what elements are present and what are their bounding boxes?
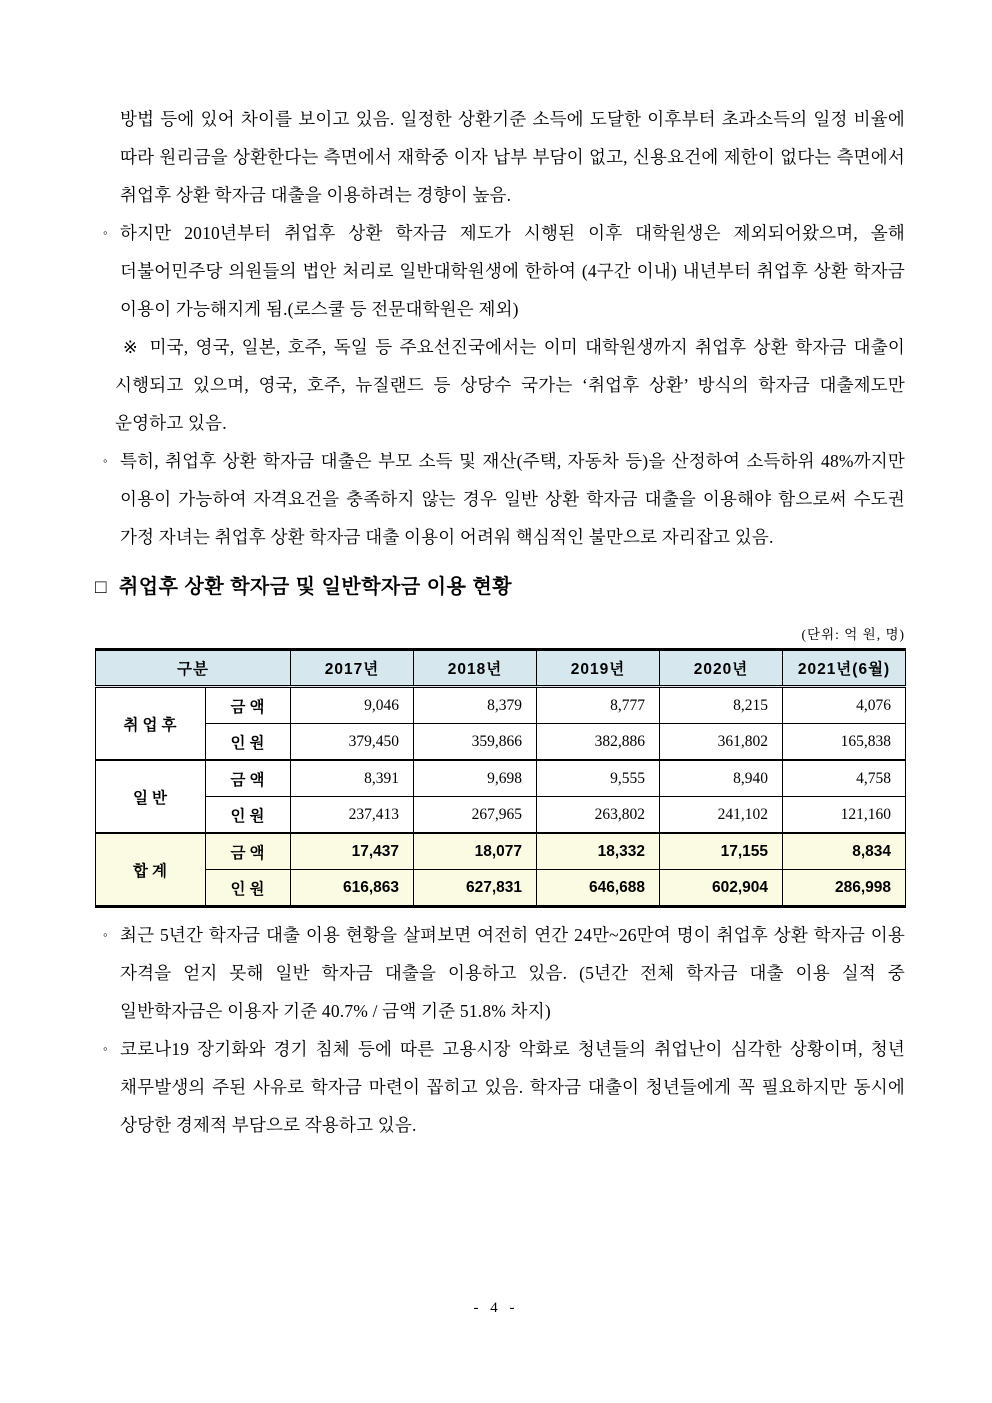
row-group-label: 일반 <box>96 760 206 833</box>
row-label: 인원 <box>206 797 291 834</box>
table-cell: 8,391 <box>291 760 414 797</box>
table-total-row <box>96 833 906 870</box>
table-row <box>96 760 906 797</box>
table-cell: 379,450 <box>291 724 414 761</box>
table-cell: 602,904 <box>660 870 783 907</box>
note-text: 미국, 영국, 일본, 호주, 독일 등 주요선진국에서는 이미 대학원생까지 취업후 상환 학자금 대출이 시행되고 있으며, 영국, 호주, 뉴질랜드 등 상당수 국가는 ‘취업후 상환’ 방식의 학자금 대출제도만 운영하고 있음. <box>115 337 905 433</box>
row-group-label: 합계 <box>96 833 206 907</box>
row-label: 인원 <box>206 724 291 761</box>
column-header-year: 2018년 <box>414 650 537 687</box>
table-cell: 8,379 <box>414 687 537 724</box>
table-cell: 627,831 <box>414 870 537 907</box>
table-cell: 18,077 <box>414 833 537 870</box>
table-row <box>96 797 906 834</box>
column-header-year: 2017년 <box>291 650 414 687</box>
table-cell: 8,834 <box>783 833 906 870</box>
table-cell: 646,688 <box>537 870 660 907</box>
bullet-paragraph <box>95 214 905 328</box>
section-heading <box>95 572 905 603</box>
reference-mark-icon: ※ <box>123 337 141 357</box>
table-cell: 17,437 <box>291 833 414 870</box>
page-number: - 4 - <box>473 1300 519 1316</box>
row-label: 금액 <box>206 760 291 797</box>
table-cell: 165,838 <box>783 724 906 761</box>
paragraph-text: 최근 5년간 학자금 대출 이용 현황을 살펴보면 여전히 연간 24만~26만여 명이 취업후 상환 학자금 이용 자격을 얻지 못해 일반 학자금 대출을 이용하고 있음. (5년간 전체 학자금 대출 이용 실적 중 일반학자금은 이용자 기준 40.7% / 금액 기준 51.8% 차지) <box>120 925 905 1021</box>
bullet-paragraph <box>95 1030 905 1144</box>
column-header-year: 2019년 <box>537 650 660 687</box>
bullet-paragraph <box>95 916 905 1030</box>
row-label: 인원 <box>206 870 291 907</box>
circle-bullet-icon: ◦ <box>103 225 108 240</box>
circle-bullet-icon: ◦ <box>103 927 108 942</box>
table-row <box>96 724 906 761</box>
table-cell: 359,866 <box>414 724 537 761</box>
post-table-paragraphs <box>95 916 905 1144</box>
reference-note <box>95 328 905 442</box>
row-group-label: 취업후 <box>96 687 206 761</box>
table-cell: 4,076 <box>783 687 906 724</box>
row-label: 금액 <box>206 687 291 724</box>
bullet-paragraph <box>95 442 905 556</box>
table-cell: 616,863 <box>291 870 414 907</box>
section-heading-text: 취업후 상환 학자금 및 일반학자금 이용 현황 <box>118 576 513 598</box>
table-cell: 9,555 <box>537 760 660 797</box>
table-cell: 121,160 <box>783 797 906 834</box>
table-cell: 8,777 <box>537 687 660 724</box>
table-cell: 237,413 <box>291 797 414 834</box>
table-cell: 267,965 <box>414 797 537 834</box>
table-cell: 9,046 <box>291 687 414 724</box>
table-cell: 382,886 <box>537 724 660 761</box>
column-header-year: 2020년 <box>660 650 783 687</box>
table-cell: 263,802 <box>537 797 660 834</box>
table-total-row <box>96 870 906 907</box>
table-unit-note: (단위: 억 원, 명) <box>801 627 905 642</box>
row-label: 금액 <box>206 833 291 870</box>
table-row <box>96 687 906 724</box>
table-cell: 18,332 <box>537 833 660 870</box>
paragraph-text: 방법 등에 있어 차이를 보이고 있음. 일정한 상환기준 소득에 도달한 이후부터 초과소득의 일정 비율에 따라 원리금을 상환한다는 측면에서 재학중 이자 납부 부담이 없고, 신용요건에 제한이 없다는 측면에서 취업후 상환 학자금 대출을 이용하려는 경향이 높음. <box>120 109 905 205</box>
circle-bullet-icon: ◦ <box>103 1041 108 1056</box>
circle-bullet-icon: ◦ <box>103 453 108 468</box>
page-content <box>95 0 905 1144</box>
square-bullet-icon: □ <box>95 577 107 598</box>
table-cell: 361,802 <box>660 724 783 761</box>
table-cell: 241,102 <box>660 797 783 834</box>
paragraph-continuation <box>95 100 905 214</box>
paragraph-text: 코로나19 장기화와 경기 침체 등에 따른 고용시장 악화로 청년들의 취업난이 심각한 상황이며, 청년 채무발생의 주된 사유로 학자금 마련이 꼽히고 있음. 학자금 대출이 청년들에게 꼭 필요하지만 동시에 상당한 경제적 부담으로 작용하고 있음. <box>120 1039 905 1135</box>
table-header-row <box>96 650 906 687</box>
paragraph-text: 특히, 취업후 상환 학자금 대출은 부모 소득 및 재산(주택, 자동차 등)을 산정하여 소득하위 48%까지만 이용이 가능하여 자격요건을 충족하지 않는 경우 일반 상환 학자금 대출을 이용해야 함으로써 수도권 가정 자녀는 취업후 상환 학자금 대출 이용이 어려워 핵심적인 불만으로 자리잡고 있음. <box>120 451 905 547</box>
column-header-year: 2021년(6월) <box>783 650 906 687</box>
table-cell: 17,155 <box>660 833 783 870</box>
table-cell: 8,215 <box>660 687 783 724</box>
table-cell: 9,698 <box>414 760 537 797</box>
column-header-category: 구분 <box>96 650 291 687</box>
table-cell: 286,998 <box>783 870 906 907</box>
table-cell: 4,758 <box>783 760 906 797</box>
paragraph-text: 하지만 2010년부터 취업후 상환 학자금 제도가 시행된 이후 대학원생은 제외되어왔으며, 올해 더불어민주당 의원들의 법안 처리로 일반대학원생에 한하여 (4구간 이내) 내년부터 취업후 상환 학자금 이용이 가능해지게 됨.(로스쿨 등 전문대학원은 제외) <box>120 223 905 319</box>
table-cell: 8,940 <box>660 760 783 797</box>
loan-usage-table <box>95 648 906 908</box>
